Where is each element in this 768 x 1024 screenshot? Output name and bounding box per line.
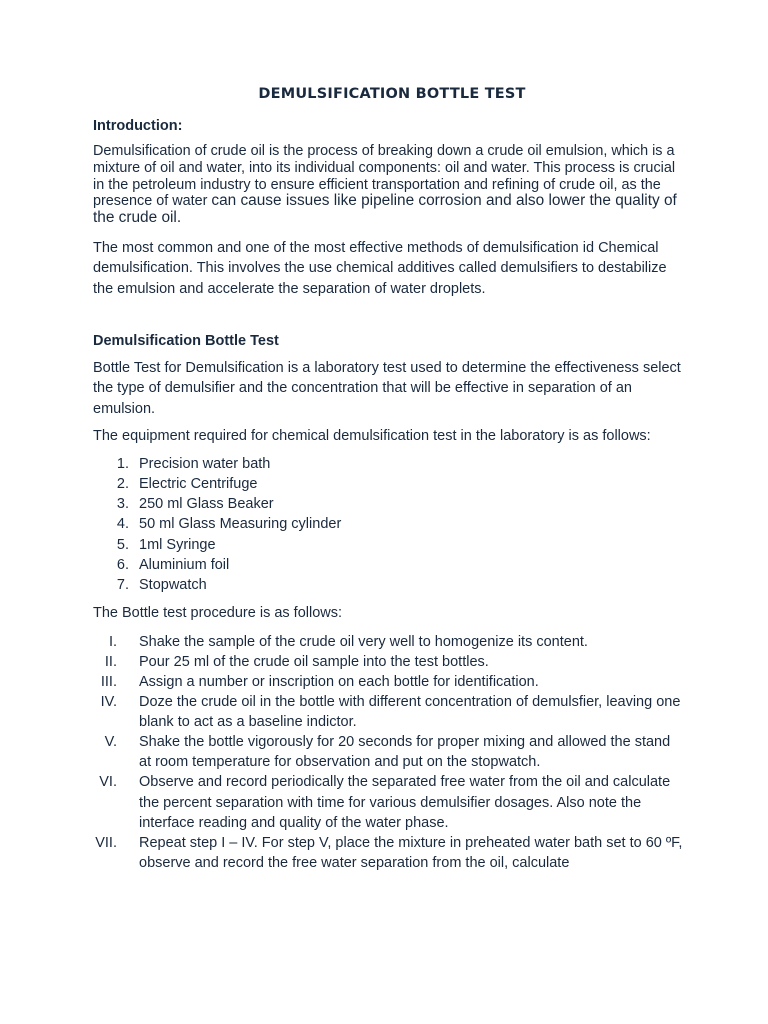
list-item (93, 652, 683, 672)
list-item-text: Electric Centrifuge (139, 476, 258, 493)
list-item-text: Precision water bath (139, 455, 271, 472)
list-item-number: 7. (116, 577, 129, 594)
list-item-number: I. (108, 633, 117, 650)
bottle-test-paragraph-1: Bottle Test for Demulsification is a laboratory test used to determine the effectiveness select the type of demulsifier and the concentration that will be effective in separation of an emulsion. (93, 359, 681, 417)
introduction-paragraph-1-tail: can cause issues like pipeline corrosion and also lower the quality of the crude oil. (93, 192, 677, 227)
list-item-text: Shake the bottle vigorously for 20 seconds for proper mixing and allowed the stand at room temperature for observation and put on the stopwatch. (139, 734, 671, 771)
list-item (93, 474, 683, 494)
list-item-number: 3. (116, 496, 129, 513)
list-item (93, 732, 683, 772)
list-item (93, 535, 683, 555)
introduction-paragraph-1-main: Demulsification of crude oil is the process of breaking down a crude oil emulsion, which is a mixture of oil and water, into its individual components: oil and water. This process is crucial in the petroleum industry to ensure efficient transportation and refining of crude oil, as the presence of water (93, 143, 676, 210)
list-item (93, 514, 683, 534)
list-item (93, 575, 683, 595)
list-item-number: IV. (100, 694, 117, 711)
list-item-text: Doze the crude oil in the bottle with different concentration of demulsfier, leaving one blank to act as a baseline indictor. (139, 694, 681, 731)
list-item-text: 1ml Syringe (139, 536, 216, 553)
list-item-text: Aluminium foil (139, 556, 230, 573)
bottle-test-heading: Demulsification Bottle Test (93, 332, 279, 349)
list-item-text: 50 ml Glass Measuring cylinder (139, 516, 342, 533)
list-item-text: Assign a number or inscription on each bottle for identification. (139, 673, 539, 690)
list-item (93, 494, 683, 514)
list-item-text: Pour 25 ml of the crude oil sample into the test bottles. (139, 653, 489, 670)
procedure-intro-paragraph: The Bottle test procedure is as follows: (93, 605, 343, 622)
list-item (93, 632, 683, 652)
equipment-intro-paragraph: The equipment required for chemical demulsification test in the laboratory is as follows: (93, 428, 651, 445)
list-item-text: 250 ml Glass Beaker (139, 496, 274, 513)
list-item-number: VII. (95, 834, 117, 851)
list-item (93, 672, 683, 692)
list-item-text: Shake the sample of the crude oil very well to homogenize its content. (139, 633, 588, 650)
list-item-number: VI. (99, 774, 117, 791)
list-item-number: V. (104, 734, 117, 751)
document-title: DEMULSIFICATION BOTTLE TEST (258, 86, 526, 102)
list-item-number: 6. (116, 556, 129, 573)
list-item (93, 833, 683, 873)
list-item-number: III. (100, 673, 117, 690)
procedure-list (93, 632, 683, 873)
list-item-number: 5. (116, 536, 129, 553)
list-item-number: 4. (116, 516, 129, 533)
list-item (93, 555, 683, 575)
document-page (93, 86, 683, 873)
list-item-number: 2. (116, 476, 129, 493)
list-item-text: Repeat step I – IV. For step V, place the mixture in preheated water bath set to 60 ºF, observe and record the free water separation from the oil, calculate (139, 834, 683, 871)
list-item-number: 1. (116, 455, 129, 472)
equipment-list (93, 454, 683, 595)
list-item (93, 454, 683, 474)
introduction-heading: Introduction: (93, 118, 183, 134)
introduction-paragraph-2: The most common and one of the most effective methods of demulsification id Chemical demulsification. This involves the use chemical additives called demulsifiers to destabilize the emulsion and accelerate the separation of water droplets. (93, 239, 667, 297)
list-item-text: Observe and record periodically the separated free water from the oil and calculate the percent separation with time for various demulsifier dosages. Also note the interface reading and quality of the water phase. (139, 774, 671, 831)
list-item (93, 692, 683, 732)
list-item-number: II. (104, 653, 117, 670)
list-item-text: Stopwatch (139, 577, 207, 594)
introduction-paragraph-1 (93, 143, 683, 227)
list-item (93, 772, 683, 832)
